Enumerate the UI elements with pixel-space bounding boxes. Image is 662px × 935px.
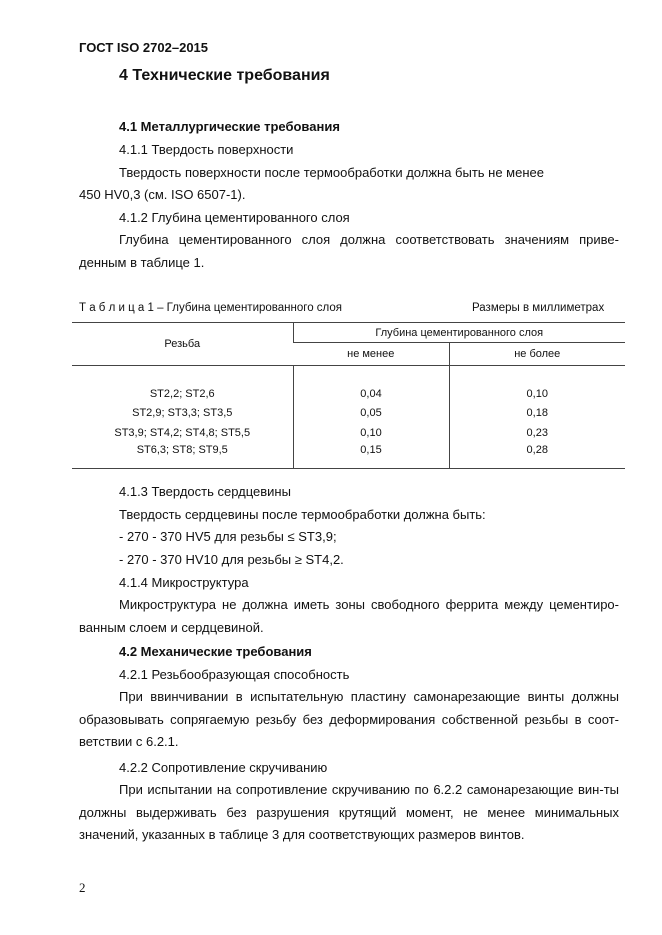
- cell-min: 0,05: [293, 404, 449, 424]
- cell-max: 0,28: [449, 443, 625, 469]
- subsection-title-4-1: 4.1 Металлургические требования: [119, 119, 340, 134]
- clause-title-4-1-3: 4.1.3 Твердость сердцевины: [119, 484, 291, 499]
- clause-title-4-1-1: 4.1.1 Твердость поверхности: [119, 142, 294, 157]
- clause-text-4-1-1-line2: 450 HV0,3 (см. ISO 6507-1).: [79, 187, 246, 202]
- cell-thread: ST2,9; ST3,3; ST3,5: [132, 407, 233, 420]
- header-thread: Резьба: [72, 323, 293, 366]
- clause-text-4-1-2: Глубина цементированного слоя должна соответствовать значениям приве-денным в таблице 1.: [79, 232, 619, 270]
- cell-min: 0,15: [293, 443, 449, 469]
- clause-text-4-1-3-line2: - 270 - 370 HV5 для резьбы ≤ ST3,9;: [119, 529, 337, 544]
- table-row: [72, 404, 625, 424]
- table-units: Размеры в миллиметрах: [472, 302, 605, 314]
- table-row: [72, 384, 625, 404]
- header-min: не менее: [293, 343, 449, 366]
- header-max: не более: [449, 343, 625, 366]
- header-case-depth: Глубина цементированного слоя: [293, 323, 625, 343]
- cell-min: 0,04: [293, 384, 449, 404]
- clause-title-4-1-2: 4.1.2 Глубина цементированного слоя: [119, 210, 350, 225]
- clause-text-4-1-4: Микроструктура не должна иметь зоны свободного феррита между цементиро-ванным слоем и сердцевиной.: [79, 597, 619, 635]
- table-caption: Т а б л и ц а 1 – Глубина цементированного слоя: [79, 302, 343, 314]
- section-title: 4 Технические требования: [119, 67, 330, 84]
- cell-max: 0,23: [449, 423, 625, 443]
- clause-text-4-1-3-line1: Твердость сердцевины после термообработки должна быть:: [119, 507, 486, 522]
- cell-thread: ST2,2; ST2,6: [149, 387, 215, 400]
- case-depth-table: [72, 322, 625, 469]
- cell-max: 0,10: [449, 384, 625, 404]
- cell-thread: ST3,9; ST4,2; ST4,8; ST5,5: [114, 426, 251, 439]
- clause-text-4-2-2: При испытании на сопротивление скручиванию по 6.2.2 самонарезающие вин-ты должны выдерживать без разрушения крутящий момент, не менее минимальных значений, указанных в таблице 3 для соответствующих размеров винтов.: [79, 782, 619, 842]
- cell-max: 0,18: [449, 404, 625, 424]
- subsection-title-4-2: 4.2 Механические требования: [119, 644, 312, 659]
- clause-text-4-2-1: При ввинчивании в испытательную пластину самонарезающие винты должны образовывать сопрягаемую резьбу без деформирования собственной резьбы в соот-ветствии с 6.2.1.: [79, 689, 619, 749]
- page-number: 2: [79, 880, 86, 895]
- clause-title-4-2-1: 4.2.1 Резьбообразующая способность: [119, 667, 350, 682]
- document-code: ГОСТ ISO 2702–2015: [79, 40, 209, 55]
- cell-thread: ST6,3; ST8; ST9,5: [72, 443, 293, 469]
- clause-title-4-1-4: 4.1.4 Микроструктура: [119, 575, 249, 590]
- table-row: [72, 423, 625, 443]
- clause-title-4-2-2: 4.2.2 Сопротивление скручиванию: [119, 760, 328, 775]
- clause-text-4-1-1-line1: Твердость поверхности после термообработки должна быть не менее: [119, 165, 544, 180]
- cell-min: 0,10: [293, 423, 449, 443]
- clause-text-4-1-3-line3: - 270 - 370 HV10 для резьбы ≥ ST4,2.: [119, 552, 344, 567]
- table-row: [72, 443, 625, 469]
